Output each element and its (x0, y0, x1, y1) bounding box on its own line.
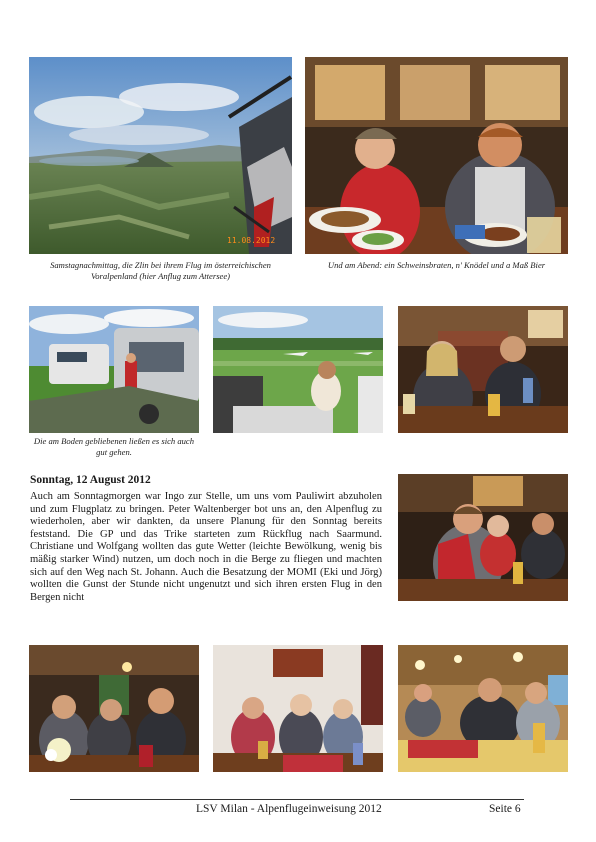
footer-rule (70, 799, 524, 800)
photo-campers-airfield (29, 306, 199, 433)
photo-group-beer (398, 474, 568, 601)
photo-airfield-relaxing (213, 306, 383, 433)
footer-page-number: Seite 6 (489, 803, 521, 815)
caption-flight: Samstagnachmittag, die Zlin bei ihrem Flug im österreichischen Voralpenland (hier Anflug zum Attersee) (50, 260, 271, 281)
photo-restaurant-group (213, 645, 383, 772)
photo-date-stamp: 11.08.2012 (227, 236, 276, 245)
caption-ground: Die am Boden gebliebenen ließen es sich auch gut gehen. (33, 436, 195, 457)
body-paragraph: Auch am Sonntagmorgen war Ingo zur Stelle, um uns vom Pauliwirt abzuholen und zum Flugplatz zu bringen. Peter Waltenberger bot uns an, den Alpenflug zu wiederholen, aber wir dankten, da unsere Planung für den Sonntag bereits feststand. Die GP und das Trike starteten zum Rückflug nach Saarmund. Christiane und Wolfgang wollten das gute Wetter (leichte Bewölkung, wenig bis mäßig starker Wind) nutzen, um doch noch in die Berge zu fliegen und machten sich auf den Weg nach St. Johann. Auch die Besatzung der MOMI (Eki und Jörg) wollten die Gunst der Stunde nicht ungenutzt und sich ihren ersten Flug in den Bergen nicht (30, 491, 382, 603)
footer-title: LSV Milan - Alpenflugeinweisung 2012 (196, 803, 382, 815)
photo-restaurant-table (398, 645, 568, 772)
photo-restaurant-flowers (29, 645, 199, 772)
photo-dinner-schweinsbraten (305, 57, 568, 254)
photo-aerial-attersee (29, 57, 292, 254)
caption-dinner: Und am Abend: ein Schweinsbraten, n' Knödel und a Maß Bier (327, 260, 546, 270)
section-heading: Sonntag, 12 August 2012 (30, 474, 151, 486)
photo-evening-table (398, 306, 568, 433)
